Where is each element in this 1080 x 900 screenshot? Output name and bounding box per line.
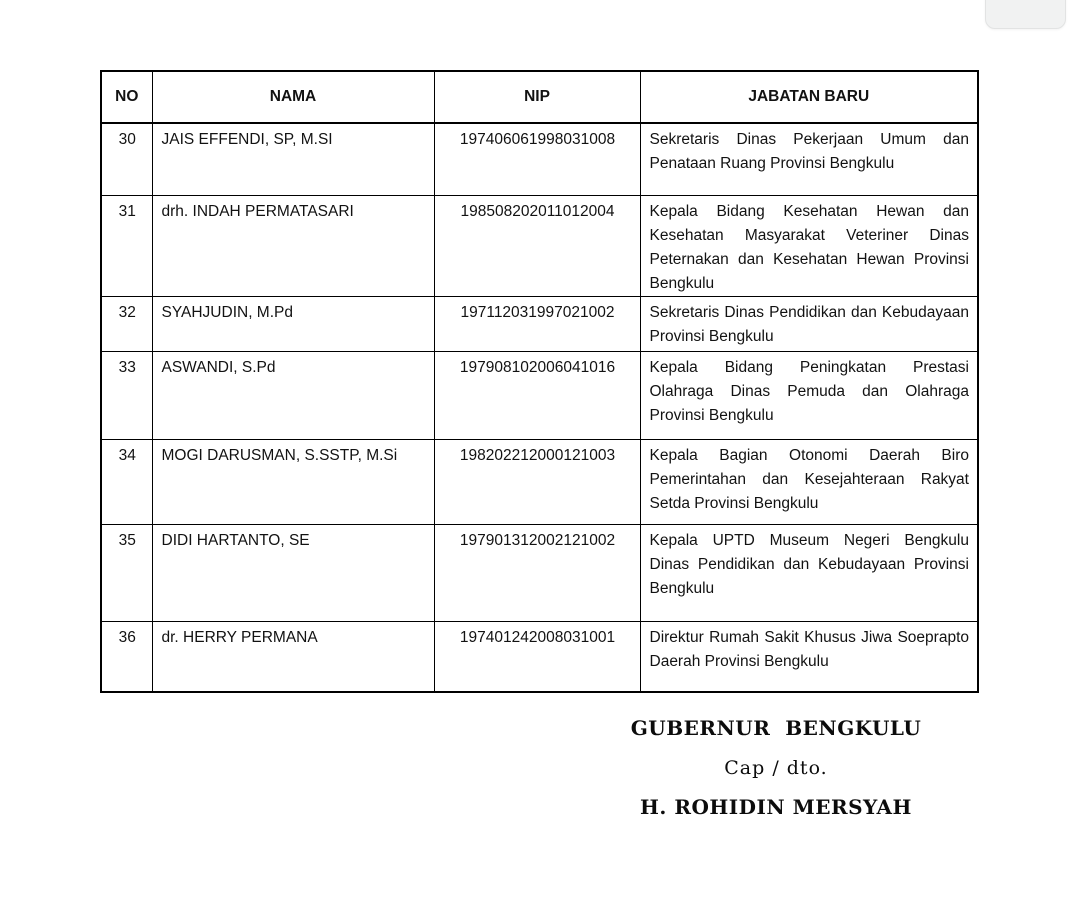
cell-no: 34	[101, 439, 152, 524]
cell-no: 30	[101, 123, 152, 195]
cell-nama: MOGI DARUSMAN, S.SSTP, M.Si	[152, 439, 434, 524]
cell-nama: dr. HERRY PERMANA	[152, 621, 434, 692]
cell-no: 36	[101, 621, 152, 692]
cell-nama: SYAHJUDIN, M.Pd	[152, 296, 434, 351]
cell-jabatan: Sekretaris Dinas Pekerjaan Umum dan Penataan Ruang Provinsi Bengkulu	[640, 123, 978, 195]
cell-nip: 198508202011012004	[434, 195, 640, 296]
table-row	[101, 351, 978, 439]
header-no: NO	[101, 71, 152, 123]
table-header	[101, 71, 978, 123]
signature-name: H. ROHIDIN MERSYAH	[640, 795, 912, 819]
header-nama: NAMA	[152, 71, 434, 123]
cell-nama: DIDI HARTANTO, SE	[152, 524, 434, 621]
table-row	[101, 195, 978, 296]
table-row	[101, 439, 978, 524]
table-row	[101, 123, 978, 195]
cell-jabatan: Kepala Bidang Kesehatan Hewan dan Kesehatan Masyarakat Veteriner Dinas Peternakan dan Kesehatan Hewan Provinsi Bengkulu	[640, 195, 978, 296]
cell-nama: drh. INDAH PERMATASARI	[152, 195, 434, 296]
cell-no: 32	[101, 296, 152, 351]
cell-jabatan: Kepala Bidang Peningkatan Prestasi Olahraga Dinas Pemuda dan Olahraga Provinsi Bengkulu	[640, 351, 978, 439]
cell-jabatan: Direktur Rumah Sakit Khusus Jiwa Soeprapto Daerah Provinsi Bengkulu	[640, 621, 978, 692]
cell-nama: JAIS EFFENDI, SP, M.SI	[152, 123, 434, 195]
cell-nip: 197901312002121002	[434, 524, 640, 621]
signature-title: GUBERNUR BENGKULU	[630, 716, 922, 740]
table-row	[101, 621, 978, 692]
signature-block	[596, 716, 956, 819]
cell-jabatan: Kepala UPTD Museum Negeri Bengkulu Dinas Pendidikan dan Kebudayaan Provinsi Bengkulu	[640, 524, 978, 621]
cell-nama: ASWANDI, S.Pd	[152, 351, 434, 439]
cell-jabatan: Kepala Bagian Otonomi Daerah Biro Pemerintahan dan Kesejahteraan Rakyat Setda Provinsi Bengkulu	[640, 439, 978, 524]
cell-nip: 197406061998031008	[434, 123, 640, 195]
header-jabatan: JABATAN BARU	[640, 71, 978, 123]
cell-nip: 197908102006041016	[434, 351, 640, 439]
cell-nip: 197401242008031001	[434, 621, 640, 692]
table-row	[101, 524, 978, 621]
viewer-toolbar-button[interactable]	[985, 0, 1066, 29]
signature-cap: Cap / dto.	[724, 757, 828, 779]
table-body	[101, 123, 978, 692]
header-row	[101, 71, 978, 123]
header-nip: NIP	[434, 71, 640, 123]
cell-nip: 197112031997021002	[434, 296, 640, 351]
table-row	[101, 296, 978, 351]
cell-no: 35	[101, 524, 152, 621]
cell-no: 31	[101, 195, 152, 296]
cell-nip: 198202212000121003	[434, 439, 640, 524]
officials-table	[100, 70, 979, 693]
cell-jabatan: Sekretaris Dinas Pendidikan dan Kebudayaan Provinsi Bengkulu	[640, 296, 978, 351]
cell-no: 33	[101, 351, 152, 439]
